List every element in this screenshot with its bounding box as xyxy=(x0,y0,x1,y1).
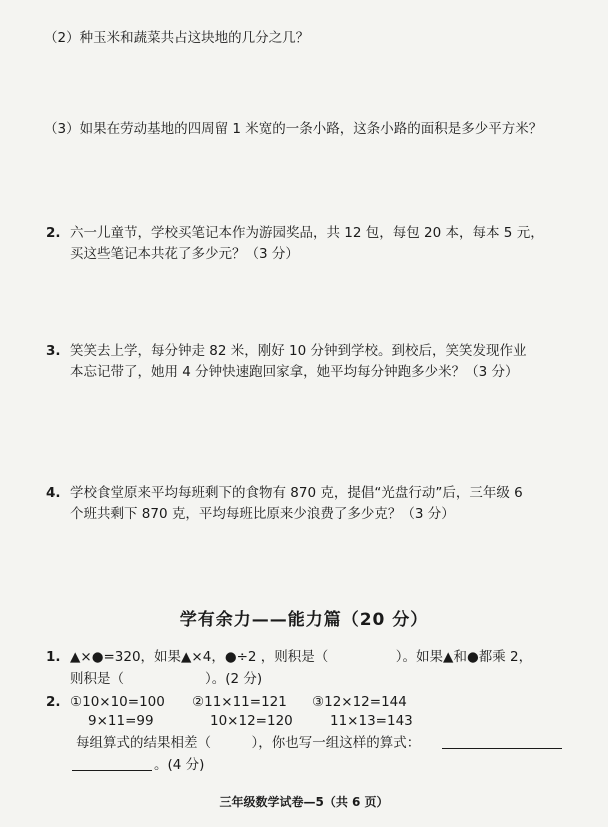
question-2-line-1: 六一儿童节，学校买笔记本作为游园奖品，共 12 包，每包 20 本，每本 5 元， xyxy=(70,225,544,241)
ability-q2-line-2: 。(4 分) xyxy=(154,757,205,773)
question-2-line-2: 买这些笔记本共花了多少元？（3 分） xyxy=(70,246,299,262)
equation-1a: ①10×10=100 xyxy=(70,694,165,710)
equation-3a: ③12×12=144 xyxy=(312,694,407,710)
equation-2a: ②11×11=121 xyxy=(192,694,287,710)
page-footer: 三年级数学试卷—5（共 6 页） xyxy=(219,795,389,809)
question-3-line-1: 笑笑去上学，每分钟走 82 米，刚好 10 分钟到学校。到校后，笑笑发现作业 xyxy=(70,343,527,359)
ability-q1-number: 1. xyxy=(46,649,61,665)
sub-question-2: （2）种玉米和蔬菜共占这块地的几分之几？ xyxy=(44,30,310,46)
question-3-number: 3. xyxy=(46,343,61,359)
question-4-number: 4. xyxy=(46,485,61,501)
equation-3b: 11×13=143 xyxy=(330,713,413,729)
sub-question-3: （3）如果在劳动基地的四周留 1 米宽的一条小路，这条小路的面积是多少平方米？ xyxy=(44,121,543,137)
question-4-line-2: 个班共剩下 870 克，平均每班比原来少浪费了多少克？（3 分） xyxy=(70,506,455,522)
equation-2b: 10×12=120 xyxy=(210,713,293,729)
answer-blank-2[interactable] xyxy=(72,769,152,771)
section-title: 学有余力——能力篇（20 分） xyxy=(179,610,429,630)
ability-q2-line-1: 每组算式的结果相差（ ），你也写一组这样的算式： xyxy=(76,735,421,751)
question-4-line-1: 学校食堂原来平均每班剩下的食物有 870 克，提倡“光盘行动”后，三年级 6 xyxy=(70,485,523,501)
ability-q2-number: 2. xyxy=(46,694,61,710)
question-3-line-2: 本忘记带了，她用 4 分钟快速跑回家拿，她平均每分钟跑多少米？（3 分） xyxy=(70,364,519,380)
ability-q1-line-2: 则积是（ ）。(2 分) xyxy=(70,671,263,687)
equation-1b: 9×11=99 xyxy=(88,713,154,729)
answer-blank-1[interactable] xyxy=(442,747,562,749)
ability-q1-line-1: ▲×●=320，如果▲×4，●÷2 ，则积是（ ）。如果▲和●都乘 2， xyxy=(70,649,533,665)
question-2-number: 2. xyxy=(46,225,61,241)
